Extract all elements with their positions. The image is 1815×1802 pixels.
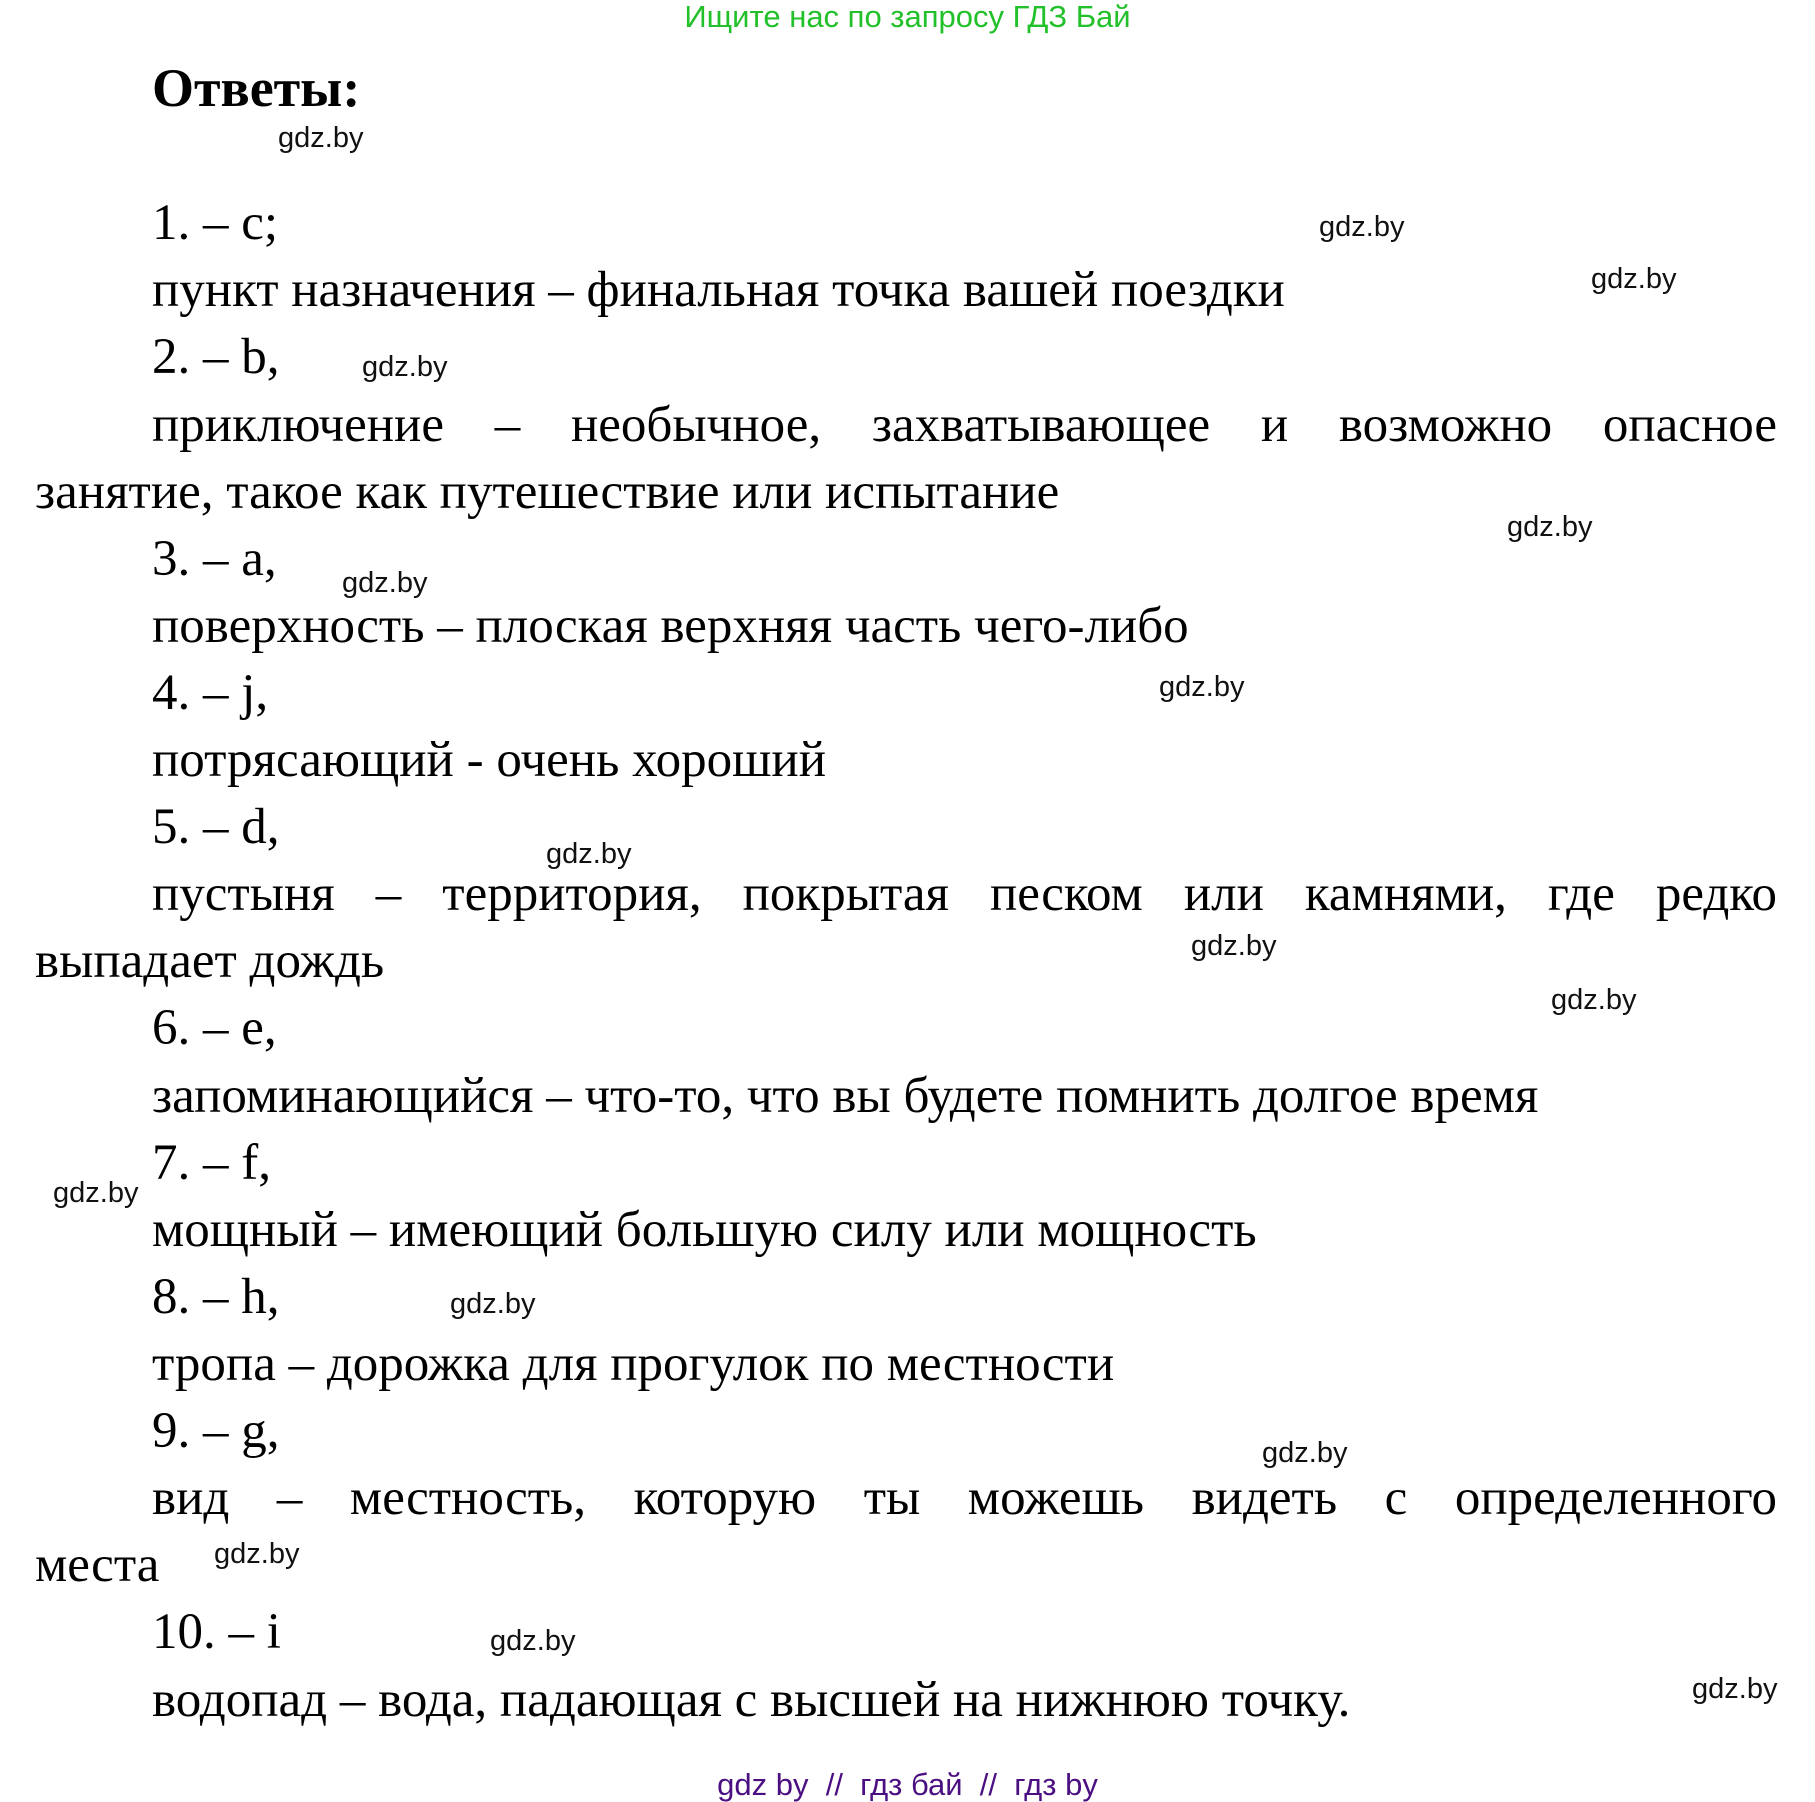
page-title: Ответы: xyxy=(152,58,361,118)
watermark: gdz.by xyxy=(1262,1437,1348,1469)
answer-number: 1. – c; xyxy=(152,195,279,251)
watermark: gdz.by xyxy=(214,1538,300,1570)
answer-definition: пункт назначения – финальная точка вашей поездки xyxy=(152,262,1285,318)
watermark: gdz.by xyxy=(1591,263,1677,295)
answer-number: 8. – h, xyxy=(152,1269,280,1325)
watermark: gdz.by xyxy=(546,838,632,870)
watermark: gdz.by xyxy=(490,1625,576,1657)
watermark: gdz.by xyxy=(53,1177,139,1209)
answer-definition: пустыня – территория, покрытая песком или камнями, где редко xyxy=(152,866,1777,922)
footer-links: gdz by // гдз бай // гдз by xyxy=(717,1767,1098,1802)
watermark: gdz.by xyxy=(1159,671,1245,703)
watermark: gdz.by xyxy=(362,351,448,383)
watermark: gdz.by xyxy=(1551,984,1637,1016)
watermark: gdz.by xyxy=(1507,511,1593,543)
answer-definition-continued: места xyxy=(35,1537,160,1593)
watermark: gdz.by xyxy=(278,122,364,154)
answer-number: 5. – d, xyxy=(152,799,280,855)
answer-number: 7. – f, xyxy=(152,1135,271,1191)
answer-number: 3. – a, xyxy=(152,531,277,587)
answer-definition: мощный – имеющий большую силу или мощность xyxy=(152,1202,1257,1258)
answer-number: 4. – j, xyxy=(152,665,269,721)
answer-definition: приключение – необычное, захватывающее и возможно опасное xyxy=(152,397,1777,453)
answer-definition-continued: занятие, такое как путешествие или испытание xyxy=(35,464,1060,520)
watermark: gdz.by xyxy=(342,567,428,599)
answer-definition: запоминающийся – что-то, что вы будете помнить долгое время xyxy=(152,1068,1539,1124)
answer-definition: вид – местность, которую ты можешь видеть с определенного xyxy=(152,1470,1777,1526)
answer-definition: водопад – вода, падающая с высшей на нижнюю точку. xyxy=(152,1672,1351,1728)
watermark: gdz.by xyxy=(450,1288,536,1320)
answer-number: 10. – i xyxy=(152,1604,281,1660)
watermark: gdz.by xyxy=(1191,930,1277,962)
watermark: gdz.by xyxy=(1692,1673,1778,1705)
answer-number: 9. – g, xyxy=(152,1403,280,1459)
answer-number: 6. – e, xyxy=(152,1000,277,1056)
watermark: gdz.by xyxy=(1319,211,1405,243)
answer-definition-continued: выпадает дождь xyxy=(35,933,385,989)
search-hint-banner: Ищите нас по запросу ГДЗ Бай xyxy=(684,0,1131,34)
answer-definition: потрясающий - очень хороший xyxy=(152,732,827,788)
answer-definition: тропа – дорожка для прогулок по местности xyxy=(152,1336,1115,1392)
answer-number: 2. – b, xyxy=(152,329,280,385)
answer-definition: поверхность – плоская верхняя часть чего-либо xyxy=(152,598,1189,654)
